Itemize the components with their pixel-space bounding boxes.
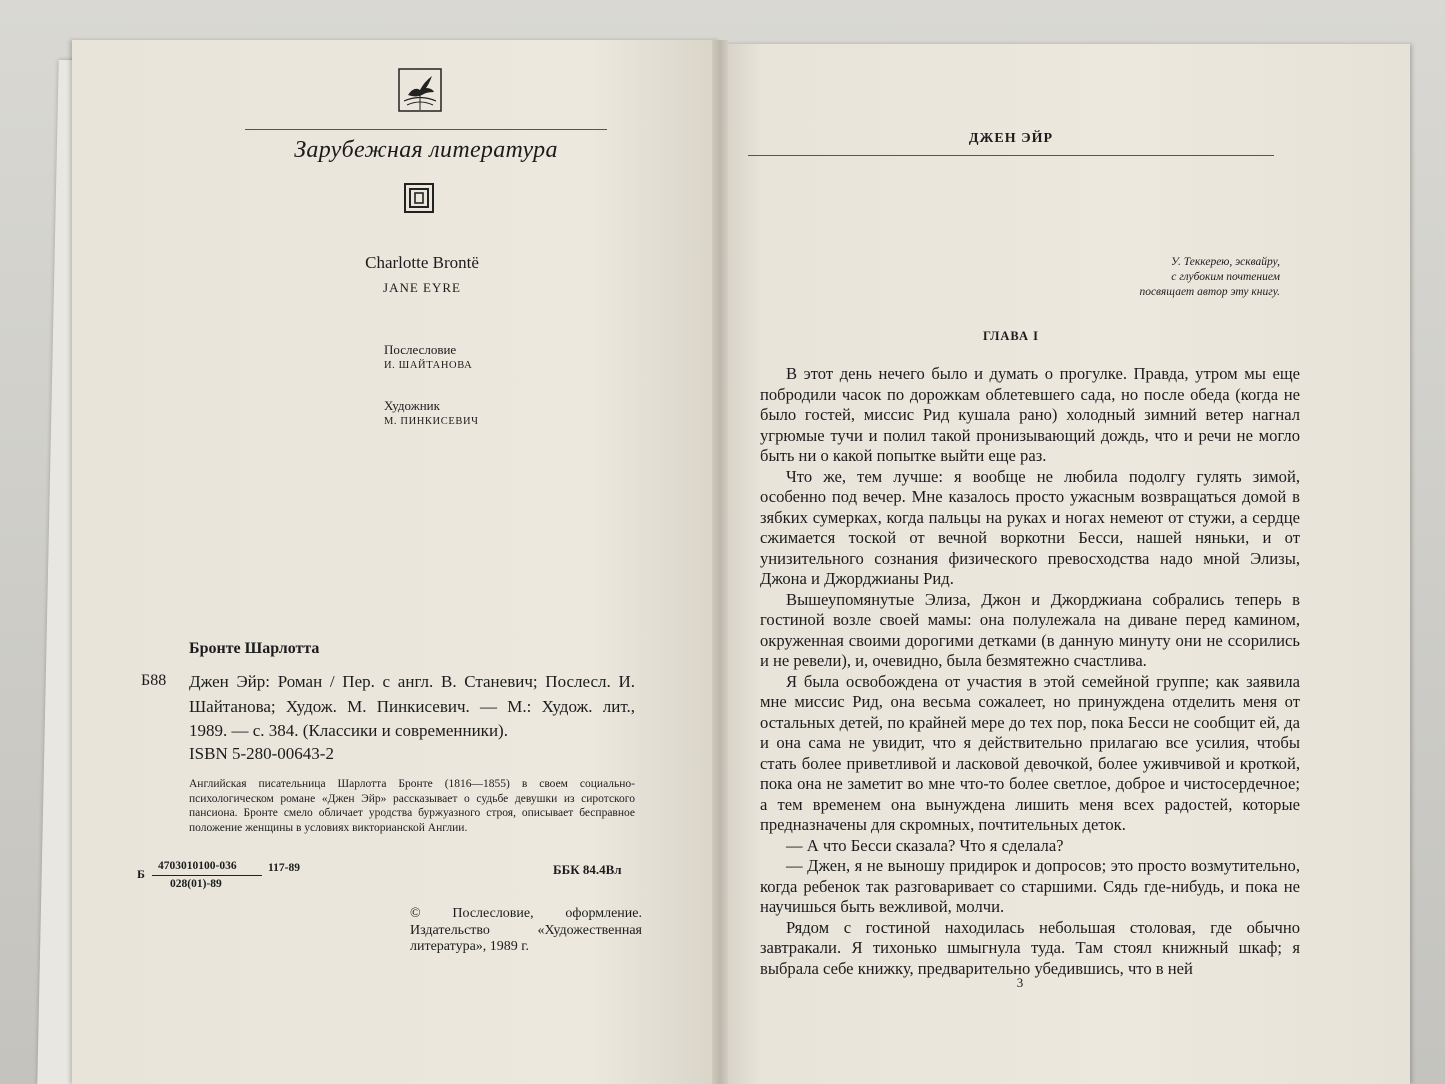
afterword-author: И. ШАЙТАНОВА [384,360,473,371]
book-spine [712,40,728,1084]
pegasus-globe-icon [398,68,442,112]
illustrator-name: М. ПИНКИСЕВИЧ [384,416,479,427]
copyright-notice: © Послесловие, оформление. Издательство «Художественная литература», 1989 г. [410,906,642,954]
dedication-line: посвящает автор эту книгу. [1139,286,1280,298]
paragraph: Что же, тем лучше: я вообще не любила подолгу гулять зимой, особенно под вечер. Мне казалось просто ужасным возвращаться домой в зябких сумерках, когда пальцы на руках и ногах немеют от стужи, а сердце сжимается тоской от вечной воркотни Бесси, нашей няньки, и от унизительного сознания физического превосходства надо мной Элизы, Джона и Джорджианы Рид. [760,466,1300,588]
series-title: Зарубежная литература [294,137,558,163]
catalog-fraction-bottom: 028(01)-89 [170,878,222,890]
catalog-fraction-line [152,875,262,876]
chapter-body [760,364,1300,979]
page-number: 3 [1016,975,1024,990]
framed-square-icon [404,183,434,213]
catalog-description: Джен Эйр: Роман / Пер. с англ. В. Станевич; Послесл. И. Шайтанова; Худож. М. Пинкисевич. — М.: Худож. лит., 1989. — с. 384. (Классики и современники). [189,672,635,740]
bbk-code: ББК 84.4Вл [553,862,622,877]
title-english: JANE EYRE [383,280,461,295]
illustrator-label: Художник [384,398,440,413]
dedication [980,255,1280,300]
catalog-fraction-number: 117-89 [268,862,300,874]
dedication-line: с глубоким почтением [1171,271,1280,283]
annotation: Английская писательница Шарлотта Бронте (1816—1855) в своем социально-психологическом романе «Джен Эйр» рассказывает о судьбе девушки из сиротского пансиона. Бронте смело обличает уродства буржуазного строя, описывает бесправное положение женщины в условиях викторианской Англии. [189,778,635,834]
paragraph: Рядом с гостиной находилась небольшая столовая, где обычно завтракали. Я тихонько шмыгнула туда. Там стоял книжный шкаф; я выбрала себе книжку, предварительно убедившись, что в ней [760,917,1300,978]
isbn: ISBN 5-280-00643-2 [189,744,334,763]
author-name-english: Charlotte Brontë [365,253,479,272]
chapter-heading: ГЛАВА I [983,329,1039,343]
catalog-index-letter: Б [137,867,145,881]
catalog-fraction-top: 4703010100-036 [158,860,237,872]
running-head: ДЖЕН ЭЙР [968,131,1054,146]
afterword-label: Послесловие [384,342,457,357]
paragraph: — А что Бесси сказала? Что я сделала? [786,835,1064,855]
catalog-code: Б88 [141,672,167,689]
paragraph: — Джен, я не выношу придирок и допросов; это просто возмутительно, когда ребенок так разговаривает со старшими. Сядь где-нибудь, и пока не научишься быть вежливой, молчи. [760,856,1300,916]
paragraph: Я была освобождена от участия в этой семейной группе; как заявила мне миссис Рид, она весьма сожалеет, но принуждена отделить меня от остальных детей, по крайней мере до тех пор, пока Бесси не сообщит ей, да и она сама не увидит, что я действительно прилагаю все усилия, чтобы стать более приветливой и ласковой девочкой, более уживчивой и кроткой, пока она не заметит во мне что-то более светлое, доброе и чистосердечное; а тем временем она вынуждена лишить меня всех радостей, которые предназначены для скромных, почтительных деток. [760,671,1300,834]
dedication-line: У. Теккерею, эсквайру, [1171,256,1280,268]
running-head-rule [748,155,1274,156]
paragraph: Вышеупомянутые Элиза, Джон и Джорджиана собрались теперь в гостиной возле своей мамы: она полулежала на диване перед камином, окруженная своими дорогими детками (в данную минуту они не ссорились и не ревели), и, очевидно, была безмятежно счастлива. [760,589,1300,670]
paragraph: В этот день нечего было и думать о прогулке. Правда, утром мы еще побродили часок по дорожкам облетевшего сада, но после обеда (когда не было гостей, миссис Рид кушала рано) холодный зимний ветер нагнал угрюмые тучи и полил такой пронизывающий дождь, что и речи не могло быть ни о какой попытке выйти еще раз. [760,364,1300,465]
series-rule [245,129,607,130]
catalog-heading: Бронте Шарлотта [189,640,320,657]
